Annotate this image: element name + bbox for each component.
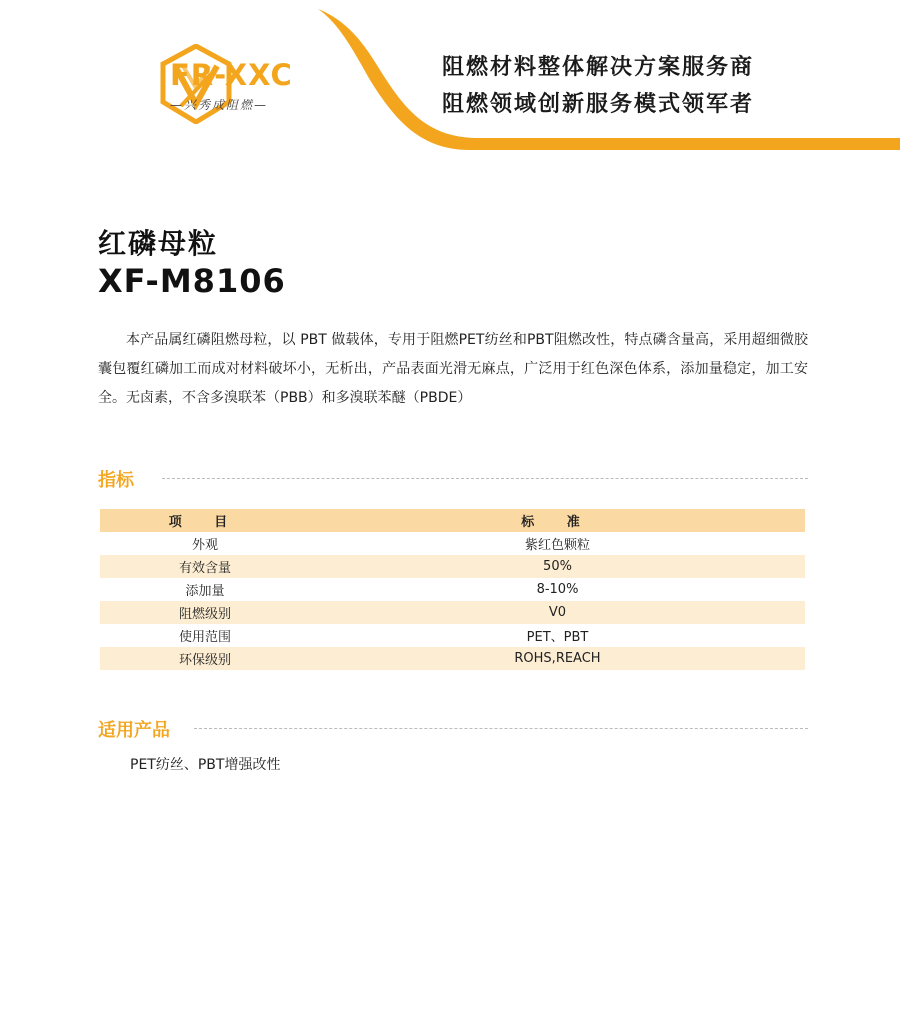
row-value: 8-10% bbox=[536, 582, 579, 597]
row-item: 阻燃级别 bbox=[178, 607, 231, 622]
application-text: PET纺丝、PBT增强改性 bbox=[130, 757, 281, 773]
table-header-row bbox=[100, 509, 805, 532]
spec-table bbox=[100, 509, 805, 670]
table-row bbox=[100, 624, 805, 647]
row-value: PET、PBT bbox=[526, 630, 589, 645]
row-item: 使用范围 bbox=[178, 630, 231, 645]
table-row bbox=[100, 647, 805, 670]
tagline-2: 阻燃领域创新服务模式领军者 bbox=[442, 92, 755, 117]
row-item: 添加量 bbox=[185, 584, 225, 599]
row-item: 环保级别 bbox=[178, 653, 231, 668]
row-value: 50% bbox=[543, 559, 572, 574]
tagline-1: 阻燃材料整体解决方案服务商 bbox=[442, 55, 755, 80]
table-row bbox=[100, 578, 805, 601]
row-item: 外观 bbox=[191, 538, 218, 553]
table-row bbox=[100, 532, 805, 555]
row-value: V0 bbox=[548, 605, 567, 620]
section-divider bbox=[162, 478, 808, 479]
product-name: 红磷母粒 bbox=[98, 227, 219, 260]
page-header bbox=[0, 0, 900, 160]
table-row bbox=[100, 555, 805, 578]
row-item: 有效含量 bbox=[178, 561, 231, 576]
brand-slogan: —兴秀成阻燃— bbox=[170, 98, 269, 112]
table-row bbox=[100, 601, 805, 624]
brand-name: FR-XXC bbox=[170, 58, 293, 92]
product-model: XF-M8106 bbox=[98, 262, 286, 300]
application-section-header bbox=[98, 716, 808, 744]
application-section-title: 适用产品 bbox=[98, 720, 170, 741]
section-divider bbox=[194, 728, 808, 729]
header-item: 项 目 bbox=[168, 515, 242, 530]
row-value: ROHS,REACH bbox=[514, 651, 601, 666]
spec-section-header bbox=[98, 466, 808, 494]
spec-section-title: 指标 bbox=[98, 470, 134, 491]
row-value: 紫红色颗粒 bbox=[524, 538, 590, 553]
header-standard: 标 准 bbox=[521, 515, 594, 530]
product-description: 本产品属红磷阻燃母粒，以 PBT 做载体，专用于阻燃PET纺丝和PBT阻燃改性，特点磷含量高，采用超细微胶囊包覆红磷加工而成对材料破坏小，无析出，产品表面光滑无麻点，广泛用于红色深色体系，添加量稳定，加工安全。无卤素，不含多溴联苯（PBB）和多溴联苯醚（PBDE） bbox=[98, 332, 808, 406]
